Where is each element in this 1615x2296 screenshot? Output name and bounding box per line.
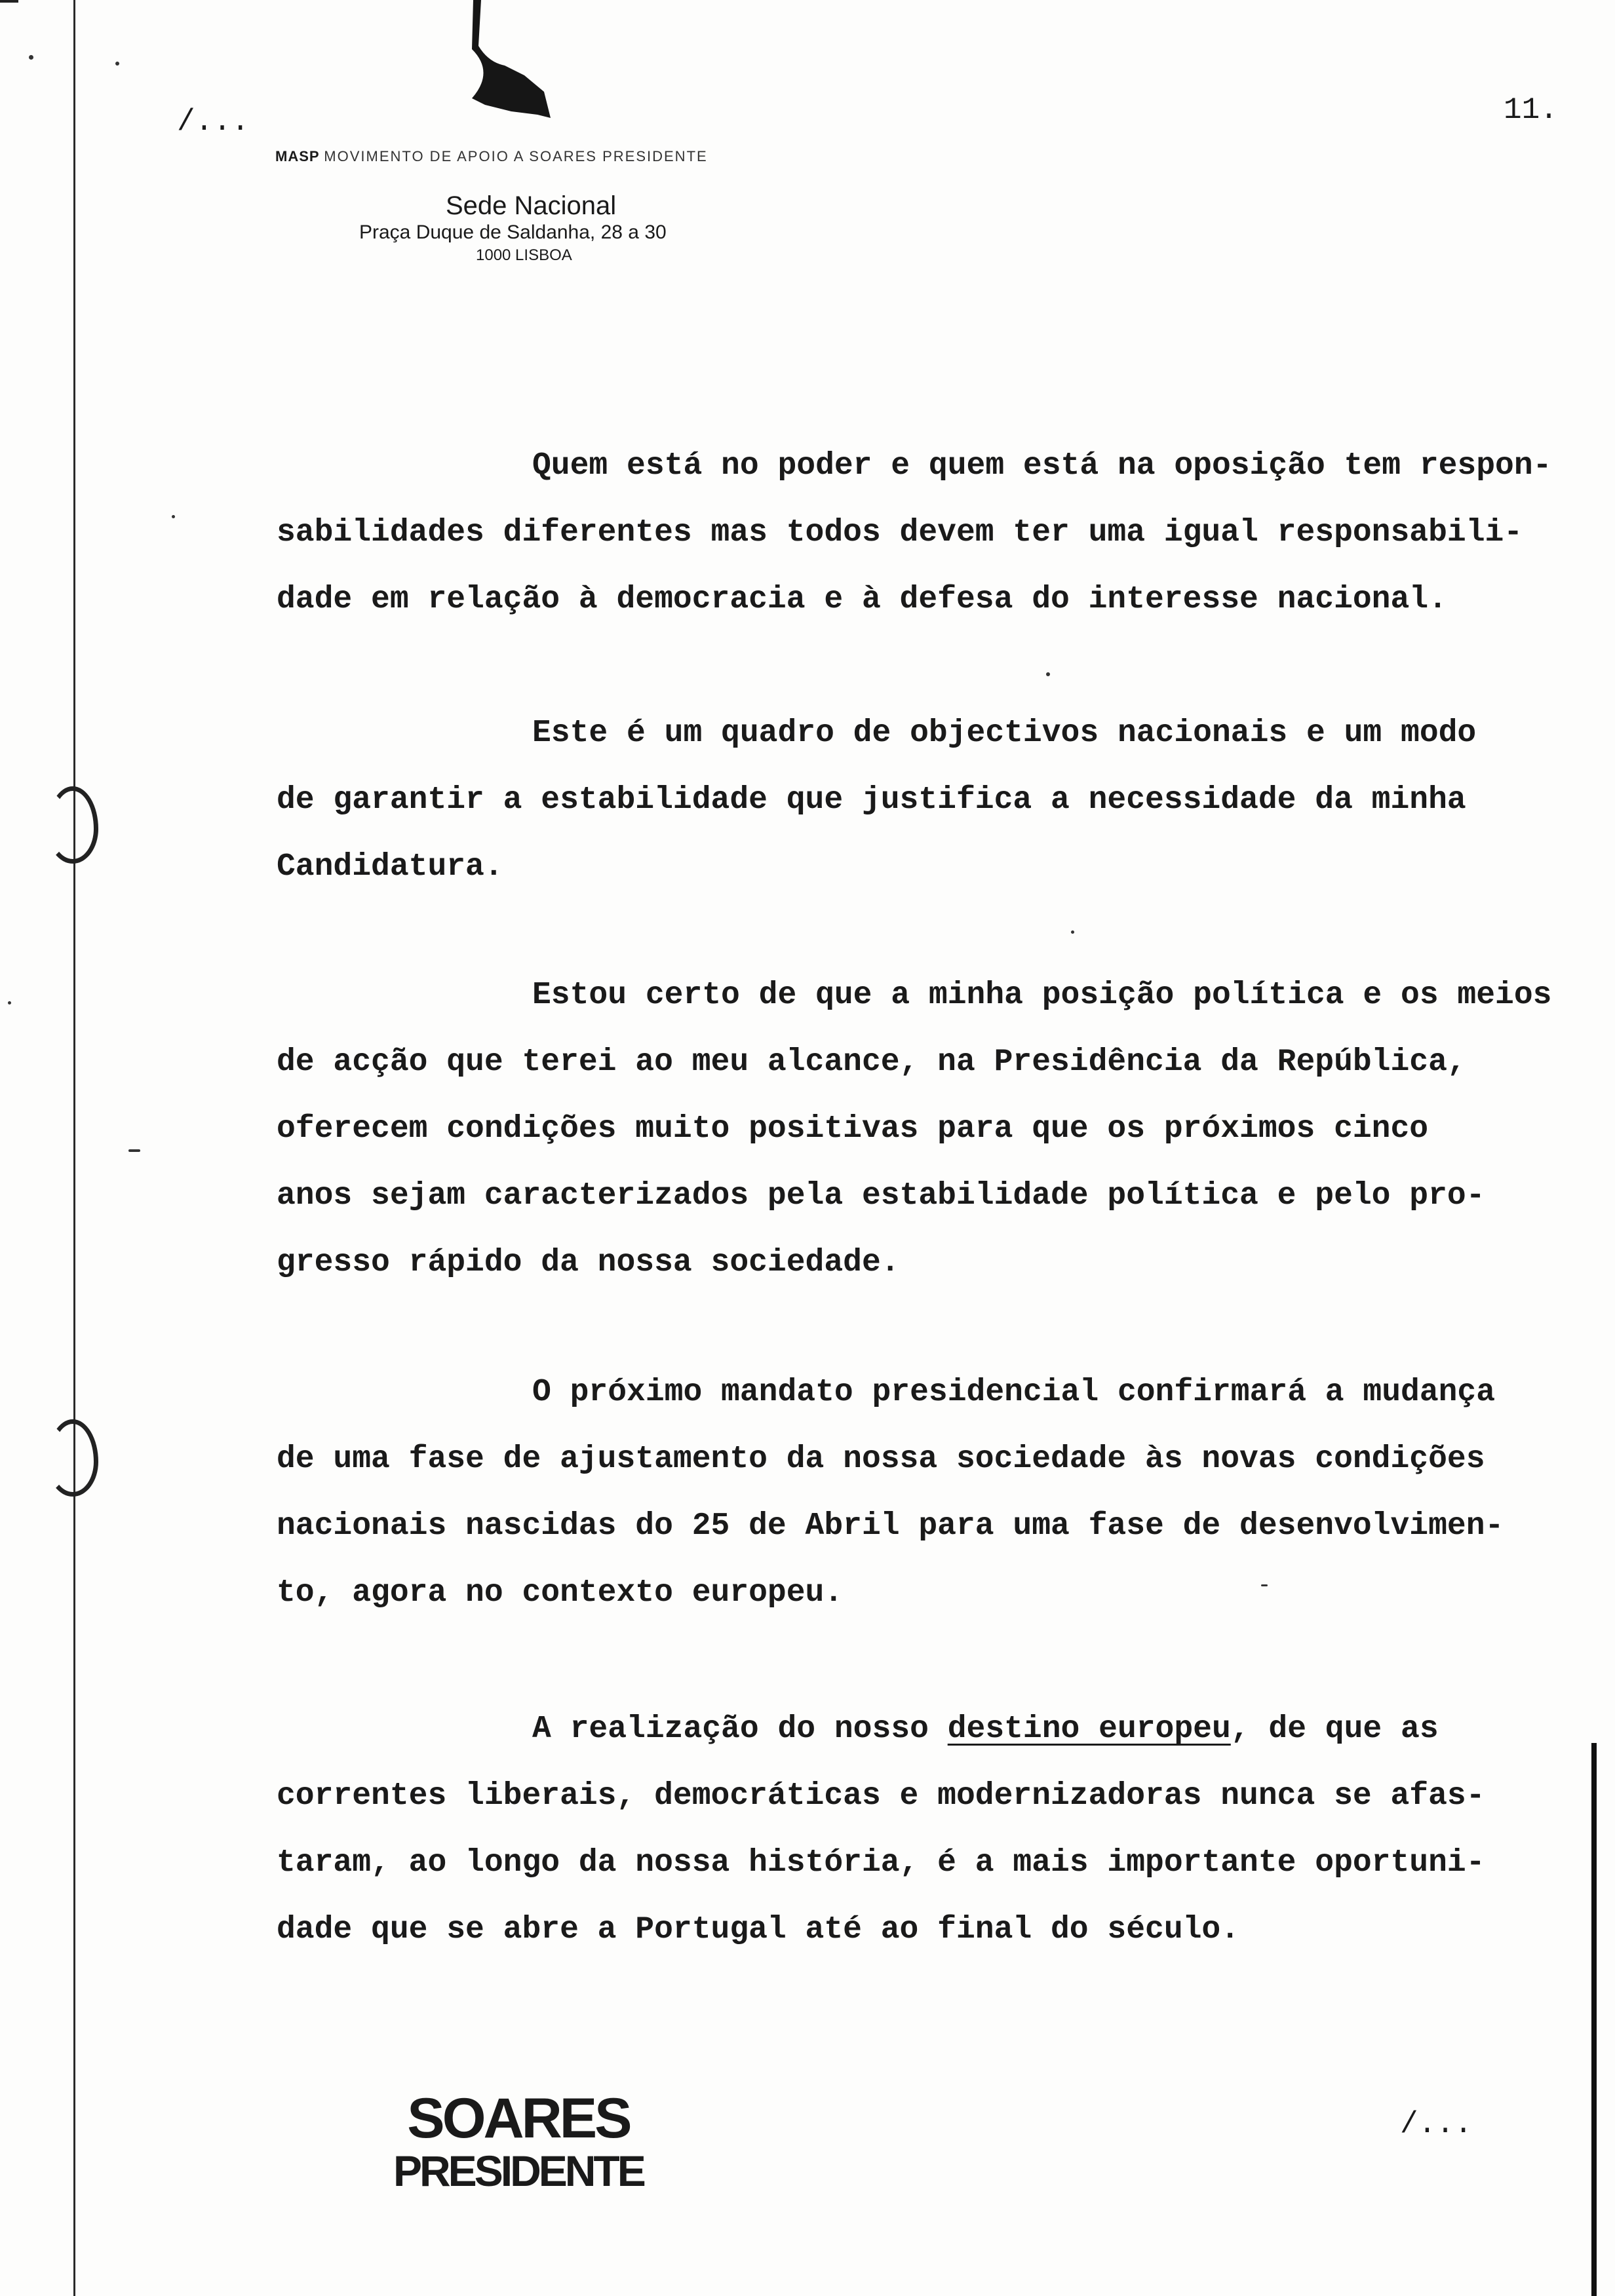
org-full-name: MOVIMENTO DE APOIO A SOARES PRESIDENTE — [324, 148, 708, 164]
paragraph-line: de acção que terei ao meu alcance, na Presidência da República, — [277, 1044, 1466, 1080]
org-abbrev: MASP — [275, 148, 320, 164]
org-city: 1000 LISBOA — [476, 246, 572, 264]
paragraph-line: dade em relação à democracia e à defesa do interesse nacional. — [277, 582, 1447, 617]
paragraph-line: correntes liberais, democráticas e modernizadoras nunca se afas- — [277, 1778, 1485, 1814]
underlined-phrase: destino europeu — [947, 1712, 1231, 1747]
text-segment: A realização do nosso — [532, 1712, 948, 1747]
scan-left-edge-line — [73, 0, 75, 2296]
paragraph-4 — [277, 1359, 1601, 1626]
scan-speck — [128, 1149, 140, 1152]
paragraph-line: taram, ao longo da nossa história, é a mais importante oportuni- — [277, 1845, 1485, 1881]
scan-speck — [1071, 930, 1074, 934]
footer-logo-line2: PRESIDENTE — [393, 2147, 644, 2195]
paragraph-line: oferecem condições muito positivas para que os próximos cinco — [277, 1111, 1429, 1147]
paragraph-line: gresso rápido da nossa sociedade. — [277, 1245, 900, 1280]
scan-speck — [8, 1001, 11, 1004]
footer-logo-line1: SOARES — [407, 2087, 630, 2150]
text-segment: , de que as — [1230, 1712, 1439, 1747]
scan-speck — [115, 62, 119, 66]
page-number: 11. — [1504, 93, 1558, 127]
paragraph-line: Este é um quadro de objectivos nacionais e um modo — [532, 716, 1477, 751]
paragraph-2 — [277, 700, 1601, 900]
scan-speck — [1046, 672, 1050, 676]
punch-hole-top — [47, 786, 98, 864]
paragraph-line: dade que se abre a Portugal até ao final do século. — [277, 1912, 1240, 1947]
page-continuation-bottom: /... — [1400, 2107, 1473, 2141]
paragraph-5 — [277, 1696, 1601, 1963]
paragraph-line: anos sejam caracterizados pela estabilidade política e pelo pro- — [277, 1178, 1485, 1214]
paragraph-line: nacionais nascidas do 25 de Abril para uma fase de desenvolvimen- — [277, 1508, 1504, 1544]
paragraph-line — [277, 1696, 1601, 1763]
paragraph-line: sabilidades diferentes mas todos devem ter uma igual responsabili- — [277, 515, 1523, 550]
scan-speck — [29, 55, 33, 60]
paragraph-line: Quem está no poder e quem está na oposição tem respon- — [532, 448, 1552, 484]
punch-hole-bottom — [47, 1419, 98, 1497]
masp-logo-icon — [459, 0, 570, 124]
paragraph-line: O próximo mandato presidencial confirmará a mudança — [532, 1375, 1496, 1410]
org-headquarters: Sede Nacional — [446, 191, 617, 220]
scan-speck — [172, 515, 175, 518]
org-name — [275, 148, 708, 165]
page-continuation-top: /... — [177, 105, 250, 139]
paragraph-line: de garantir a estabilidade que justifica a necessidade da minha — [277, 782, 1466, 818]
soares-presidente-logo — [393, 2087, 644, 2195]
paragraph-3 — [277, 962, 1601, 1296]
paragraph-line: Estou certo de que a minha posição política e os meios — [532, 978, 1552, 1013]
paragraph-line: de uma fase de ajustamento da nossa sociedade às novas condições — [277, 1442, 1485, 1477]
paragraph-1 — [277, 432, 1601, 633]
paragraph-line: Candidatura. — [277, 849, 503, 885]
scan-corner-mark — [0, 0, 18, 3]
paragraph-line: to, agora no contexto europeu. — [277, 1575, 844, 1611]
org-address: Praça Duque de Saldanha, 28 a 30 — [359, 221, 667, 243]
